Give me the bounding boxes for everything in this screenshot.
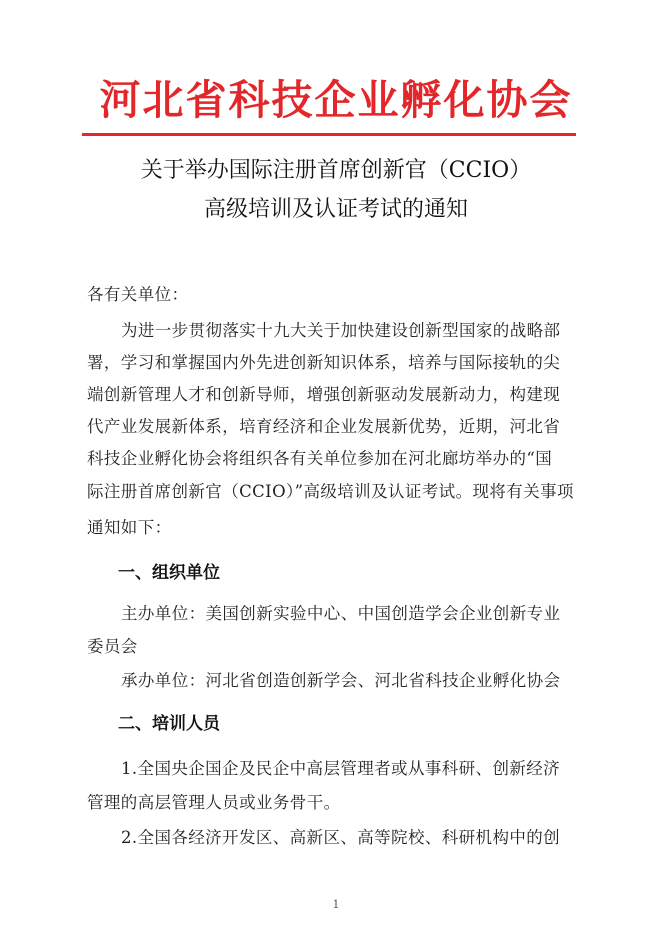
intro-paragraph-line: 通知如下： bbox=[87, 518, 172, 537]
trainee-item-2-line: 2.全国各经济开发区、高新区、高等院校、科研机构中的创 bbox=[121, 828, 561, 847]
intro-paragraph-line: 为进一步贯彻落实十九大关于加快建设创新型国家的战略部 bbox=[121, 321, 561, 340]
red-divider-line bbox=[82, 133, 576, 136]
intro-paragraph-line: 端创新管理人才和创新导师，增强创新驱动发展新动力，构建现 bbox=[87, 385, 561, 404]
trainee-item-1-line: 管理的高层管理人员或业务骨干。 bbox=[87, 793, 341, 812]
intro-paragraph-line: 署，学习和掌握国内外先进创新知识体系，培养与国际接轨的尖 bbox=[87, 353, 561, 372]
host-units-line: 委员会 bbox=[87, 637, 138, 656]
intro-paragraph-line: 代产业发展新体系，培育经济和企业发展新优势，近期，河北省 bbox=[87, 417, 561, 436]
document-title-line-2: 高级培训及认证考试的通知 bbox=[203, 197, 468, 222]
page-number: 1 bbox=[332, 898, 340, 911]
intro-paragraph-line: 科技企业孵化协会将组织各有关单位参加在河北廊坊举办的“国 bbox=[87, 449, 553, 468]
host-units-line: 主办单位：美国创新实验中心、中国创造学会企业创新专业 bbox=[121, 604, 561, 623]
section-heading-organizers: 一、组织单位 bbox=[118, 563, 220, 583]
organization-masthead: 河北省科技企业孵化协会 bbox=[99, 76, 573, 124]
salutation: 各有关单位： bbox=[87, 285, 189, 304]
document-title-line-1: 关于举办国际注册首席创新官（CCIO） bbox=[140, 158, 532, 183]
section-heading-trainees: 二、培训人员 bbox=[118, 714, 220, 734]
trainee-item-1-line: 1.全国央企国企及民企中高层管理者或从事科研、创新经济 bbox=[121, 759, 561, 778]
organizer-units-line: 承办单位：河北省创造创新学会、河北省科技企业孵化协会 bbox=[121, 671, 561, 690]
intro-paragraph-line: 际注册首席创新官（CCIO）”高级培训及认证考试。现将有关事项 bbox=[87, 482, 574, 501]
